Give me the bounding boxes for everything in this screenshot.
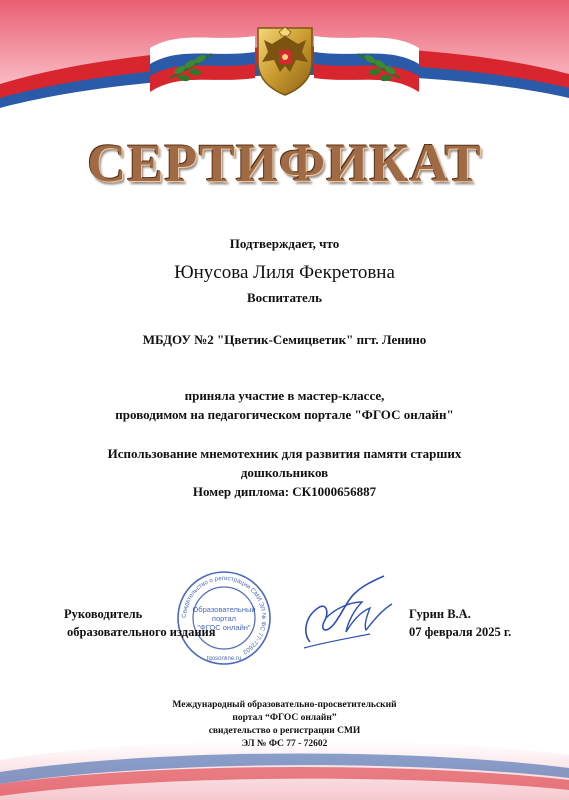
stamp-inner-line-2: портал [211,614,237,623]
footer-line-4: ЭЛ № ФС 77 - 72602 [241,739,328,749]
stamp-outer-text: Свидетельство о регистрации СМИ ЭЛ № ФС 77-72602 [180,574,268,656]
stamp-inner-line-3: "ФГОС онлайн" [197,623,251,632]
topic-line-1: Использование мнемотехник для развития памяти старших [107,446,462,461]
diploma-number: Номер диплома: СК1000656887 [192,484,377,499]
certificate-title: СЕРТИФИКАТ [87,133,482,193]
head-title-line-1: Руководитель [64,607,143,621]
confirms-text: Подтверждает, что [229,236,340,251]
russian-coat-of-arms-icon [250,22,320,97]
recipient-name: Юнусова Лиля Фекретовна [174,262,395,283]
signer-block [409,605,511,641]
laurel-branch-icon [168,48,216,84]
head-title [64,605,216,641]
stamp-bottom-text: fgosonline.ru [206,656,242,662]
footer-line-1: Международный образовательно-просветительский [172,700,397,710]
signer-name: Гурин В.А. [409,607,471,621]
footer-info [0,699,569,751]
participation-line-2: проводимом на педагогическом портале "ФГОС онлайн" [115,407,454,422]
topic-line-2: дошкольников [240,465,329,480]
participation-line-1: приняла участие в мастер-классе, [184,388,385,403]
laurel-branch-icon [354,48,402,84]
signature-icon [296,572,396,652]
recipient-position: Воспитатель [247,290,322,305]
footer-line-2: портал “ФГОС онлайн” [232,713,337,723]
issue-date: 07 февраля 2025 г. [409,625,512,639]
head-title-line-2: образовательного издания [67,625,216,639]
footer-line-3: свидетельство о регистрации СМИ [208,726,361,736]
organization-name: МБДОУ №2 "Цветик-Семицветик" пгт. Ленино [142,332,427,347]
stamp-inner-line-1: Образовательный [192,605,256,614]
